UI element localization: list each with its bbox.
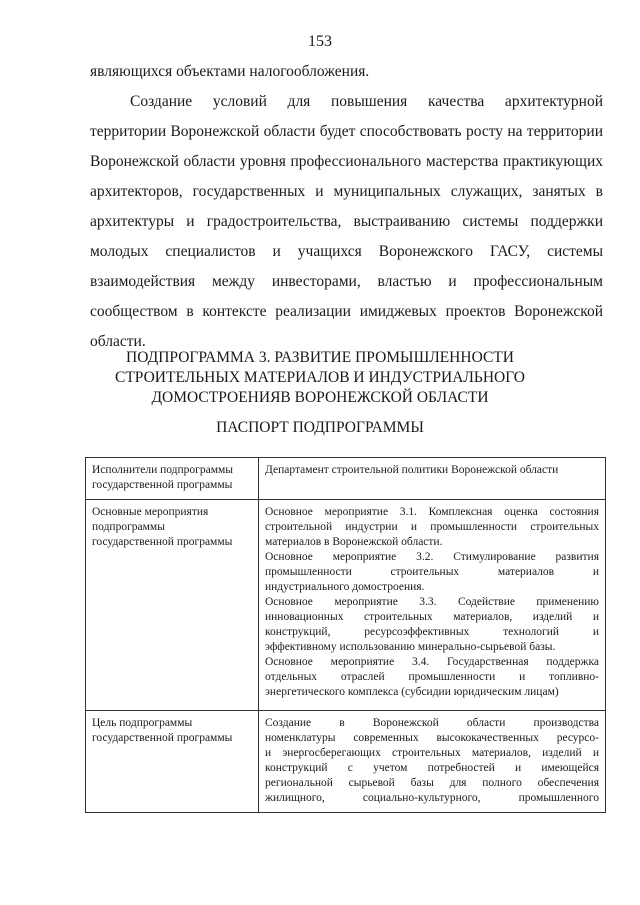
table-row [86,458,606,500]
table-row [86,500,606,711]
cell-line: инновационных строительных материалов, изделий и [265,611,599,623]
text-line: взаимодействия между инвесторами, властью и профессиональным [90,273,603,290]
text-line: являющихся объектами налогообложения. [90,63,370,80]
cell-line: Исполнители подпрограммы [92,464,234,476]
row-content-cell [259,500,606,711]
cell-line: государственной программы [92,536,233,548]
section-heading [0,348,640,408]
cell-line: и энергосберегающих строительных материалов, изделий и [265,747,599,759]
passport-heading: ПАСПОРТ ПОДПРОГРАММЫ [216,419,424,436]
cell-line: жилищного, социально-культурного, промышленного [265,792,599,804]
cell-line: отдельных отраслей промышленности и топливно- [265,671,599,683]
body-text [90,57,603,357]
cell-line: индустриального домостроения. [265,581,425,593]
cell-line: номенклатуры современных высококачественных ресурсо- [265,732,599,744]
heading-line: ПОДПРОГРАММА 3. РАЗВИТИЕ ПРОМЫШЛЕННОСТИ [126,349,514,366]
text-line: архитекторов, государственных и муниципальных служащих, занятых в [90,183,603,200]
text-line: Воронежской области уровня профессионального мастерства практикующих [90,153,603,170]
cell-line: конструкций с учетом потребностей и имеющейся [265,762,599,774]
cell-line: эффективному использованию минерально-сырьевой базы. [265,641,556,653]
cell-line: конструкций, ресурсоэффективных технологий и [265,626,599,638]
cell-line: Основное мероприятие 3.2. Стимулирование развития [265,551,599,563]
text-line: территории Воронежской области будет способствовать росту на территории [90,123,603,140]
cell-line: Основное мероприятие 3.1. Комплексная оценка состояния [265,506,599,518]
passport-table [85,457,606,813]
cell-line: энергетического комплекса (субсидии юридическим лицам) [265,686,559,698]
text-line: архитектуры и градостроительства, выстраиванию системы поддержки [90,213,603,230]
cell-line: региональной сырьевой базы для полного обеспечения [265,777,599,789]
row-label-cell [86,458,259,500]
cell-line: государственной программы [92,479,233,491]
cell-line: промышленности строительных материалов и [265,566,599,578]
cell-line: Основные мероприятия [92,506,209,518]
row-content-cell [259,711,606,813]
text-line: Создание условий для повышения качества архитектурной [130,93,603,110]
heading-line: ДОМОСТРОЕНИЯВ ВОРОНЕЖСКОЙ ОБЛАСТИ [151,389,489,406]
table-row [86,711,606,813]
row-label-cell [86,500,259,711]
text-line: области. [90,333,146,350]
cell-line: подпрограммы [92,521,165,533]
cell-line: государственной программы [92,732,233,744]
heading-line: СТРОИТЕЛЬНЫХ МАТЕРИАЛОВ И ИНДУСТРИАЛЬНОГО [115,369,525,386]
cell-line: Департамент строительной политики Воронежской области [265,464,559,476]
text-line: молодых специалистов и учащихся Воронежского ГАСУ, системы [90,243,603,260]
cell-line: Основное мероприятие 3.3. Содействие применению [265,596,599,608]
cell-line: Создание в Воронежской области производства [265,717,599,729]
text-line: сообществом в контексте реализации имиджевых проектов Воронежской [90,303,603,320]
cell-line: строительной индустрии и промышленности строительных [265,521,599,533]
page-number: 153 [308,33,332,50]
cell-line: Цель подпрограммы [92,717,193,729]
row-label-cell [86,711,259,813]
cell-line: Основное мероприятие 3.4. Государственная поддержка [265,656,599,668]
cell-line: материалов в Воронежской области. [265,536,443,548]
row-content-cell [259,458,606,500]
